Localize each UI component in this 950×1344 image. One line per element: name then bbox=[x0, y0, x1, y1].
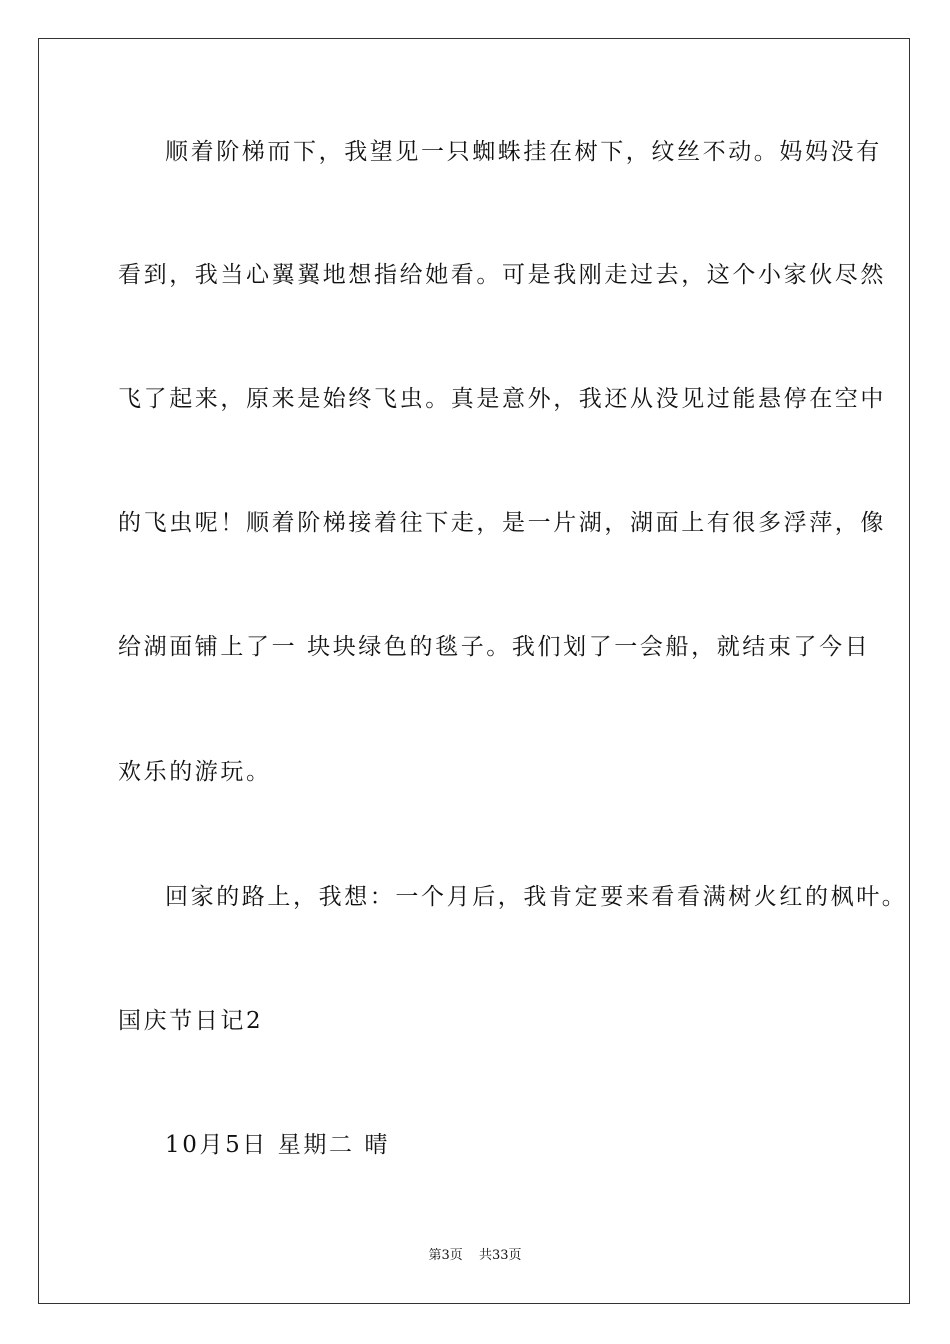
page-footer bbox=[0, 1247, 950, 1265]
paragraph-line: 的飞虫呢！顺着阶梯接着往下走，是一片湖，湖面上有很多浮萍，像 bbox=[118, 510, 886, 536]
paragraph-line: 顺着阶梯而下，我望见一只蜘蛛挂在树下，纹丝不动。妈妈没有 bbox=[165, 139, 882, 165]
paragraph-line: 飞了起来，原来是始终飞虫。真是意外，我还从没见过能悬停在空中 bbox=[118, 386, 886, 412]
paragraph-line: 回家的路上，我想：一个月后，我肯定要来看看满树火红的枫叶。 bbox=[165, 884, 908, 910]
paragraph-line: 欢乐的游玩。 bbox=[118, 759, 272, 785]
paragraph-line: 看到，我当心翼翼地想指给她看。可是我刚走过去，这个小家伙尽然 bbox=[118, 262, 886, 288]
page-number: 第3页 bbox=[428, 1248, 463, 1263]
diary-date-line: 10月5日 星期二 晴 bbox=[165, 1132, 391, 1158]
page-border bbox=[38, 38, 910, 1304]
paragraph-line: 给湖面铺上了一 块块绿色的毯子。我们划了一会船，就结束了今日 bbox=[118, 634, 871, 660]
page-total: 共33页 bbox=[478, 1248, 522, 1263]
section-heading: 国庆节日记2 bbox=[118, 1008, 264, 1034]
